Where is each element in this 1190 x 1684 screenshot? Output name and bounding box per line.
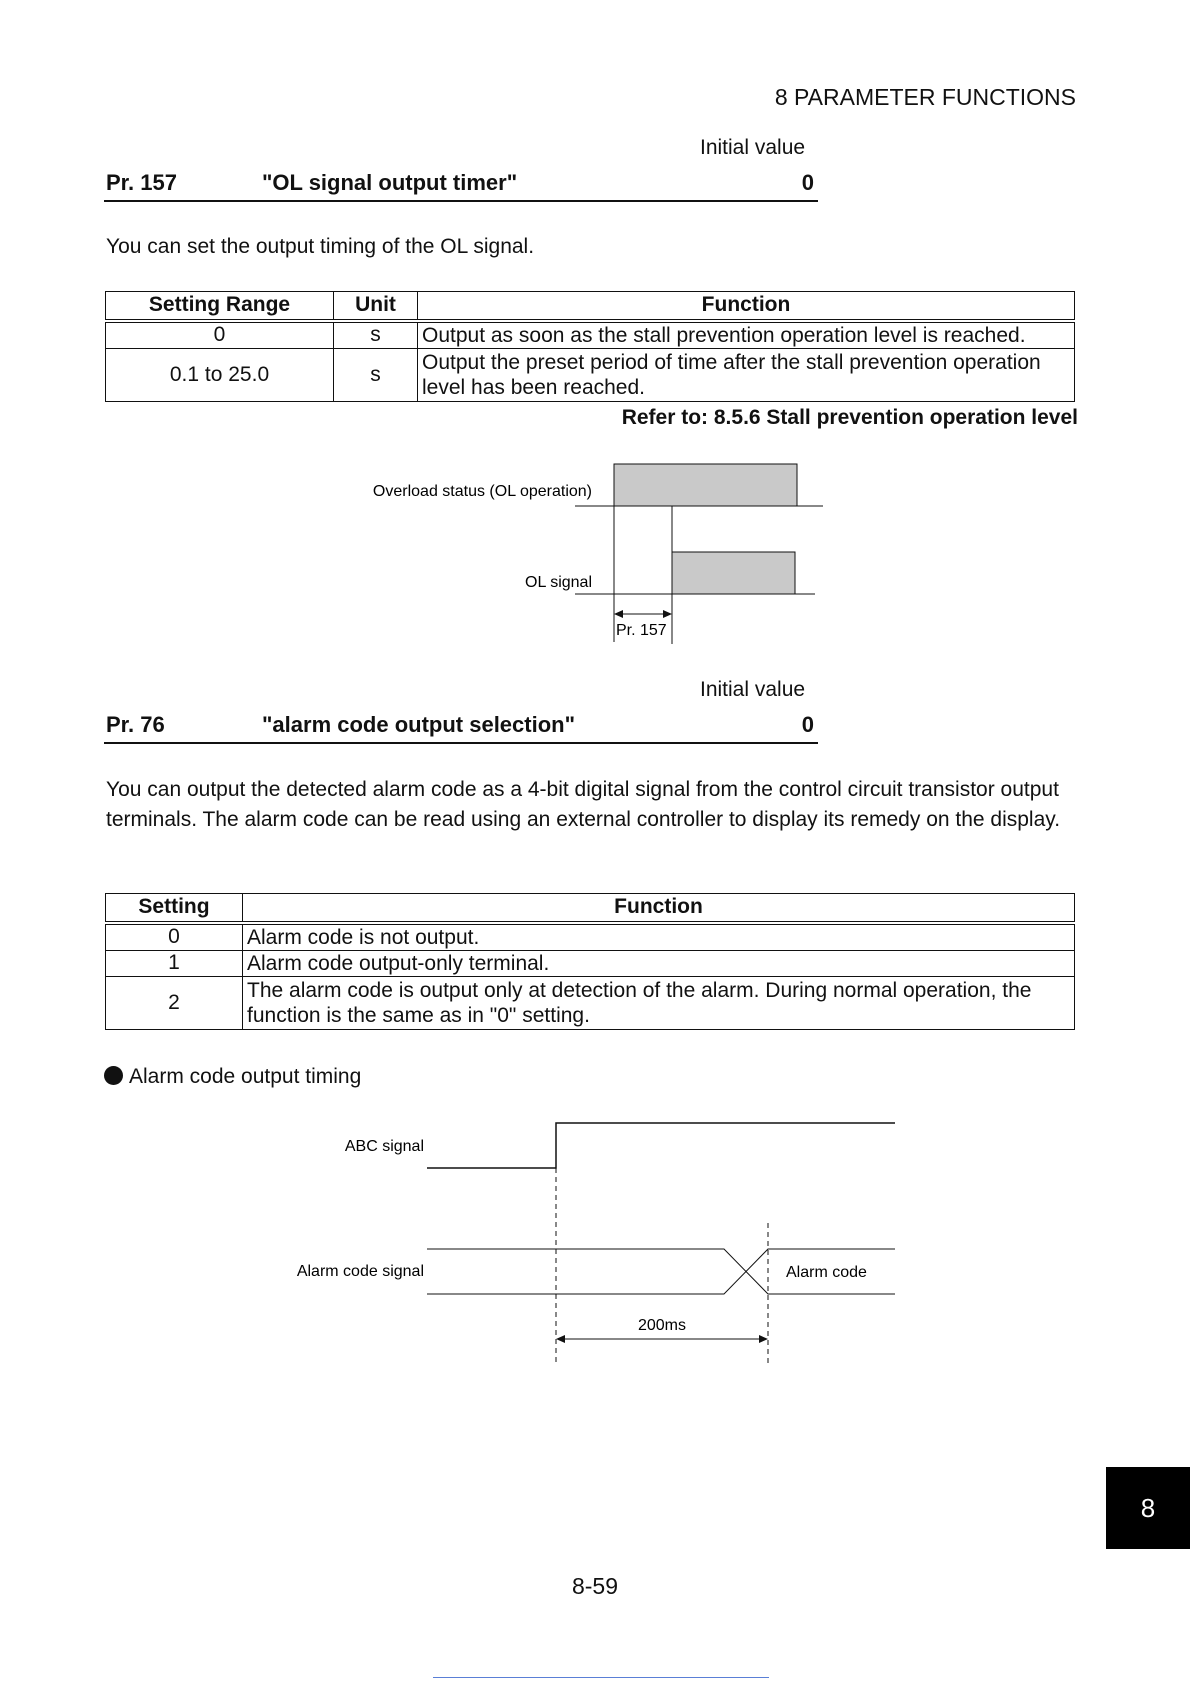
arrow-head-left xyxy=(556,1335,565,1343)
refer-note: Refer to: 8.5.6 Stall prevention operation level xyxy=(621,406,1078,429)
table-cell: 1 xyxy=(106,950,243,976)
initial-value-label: Initial value xyxy=(700,678,806,701)
parameter-initial-value: 0 xyxy=(801,170,814,195)
footer-link-line xyxy=(433,1677,769,1678)
table-cell: Output the preset period of time after the stall prevention operation level has been reached. xyxy=(418,348,1075,401)
timing-heading-text: Alarm code output timing xyxy=(129,1065,362,1088)
column-header: Setting xyxy=(106,894,243,923)
parameter-number: Pr. 76 xyxy=(106,712,165,737)
parameter-description: You can output the detected alarm code as a 4-bit digital signal from the control circuit transistor output terminals. The alarm code can be read using an external controller to display its remedy on the display. xyxy=(106,778,1061,831)
table-cell: 2 xyxy=(106,976,243,1029)
chapter-header: 8 PARAMETER FUNCTIONS xyxy=(774,84,1076,110)
page-number: 8-59 xyxy=(571,1573,619,1599)
parameter-number: Pr. 157 xyxy=(106,170,177,195)
table-cell: Alarm code output-only terminal. xyxy=(243,950,1075,976)
parameter-name: "OL signal output timer" xyxy=(262,170,518,195)
table-cell: The alarm code is output only at detection of the alarm. During normal operation, the function is the same as in "0" setting. xyxy=(243,976,1075,1029)
table-cell: 0.1 to 25.0 xyxy=(106,348,334,401)
column-header: Setting Range xyxy=(106,292,334,321)
chapter-tab: 8 xyxy=(1106,1467,1190,1549)
alarm-code-label: Alarm code xyxy=(786,1264,867,1281)
table-cell: 0 xyxy=(106,321,334,349)
table-cell: s xyxy=(334,321,418,349)
delay-label: 200ms xyxy=(637,1317,687,1334)
timer-label: Pr. 157 xyxy=(616,622,667,639)
table-cell: Output as soon as the stall prevention operation level is reached. xyxy=(418,321,1075,349)
table-cell: s xyxy=(334,348,418,401)
ol-signal-label: OL signal xyxy=(525,574,592,591)
table-cell: Alarm code is not output. xyxy=(243,923,1075,951)
table-cell: 0 xyxy=(106,923,243,951)
column-header: Function xyxy=(243,894,1075,923)
parameter-name: "alarm code output selection" xyxy=(262,712,576,737)
parameter-initial-value: 0 xyxy=(801,712,814,737)
parameter-description: You can set the output timing of the OL signal. xyxy=(106,235,535,258)
column-header: Function xyxy=(418,292,1075,321)
abc-signal-trace xyxy=(427,1123,895,1168)
alarm-code-signal-label: Alarm code signal xyxy=(296,1263,424,1280)
arrow-head-right xyxy=(759,1335,768,1343)
column-header: Unit xyxy=(334,292,418,321)
overload-status-label: Overload status (OL operation) xyxy=(372,483,592,500)
initial-value-label: Initial value xyxy=(700,136,806,159)
abc-signal-label: ABC signal xyxy=(344,1138,424,1155)
